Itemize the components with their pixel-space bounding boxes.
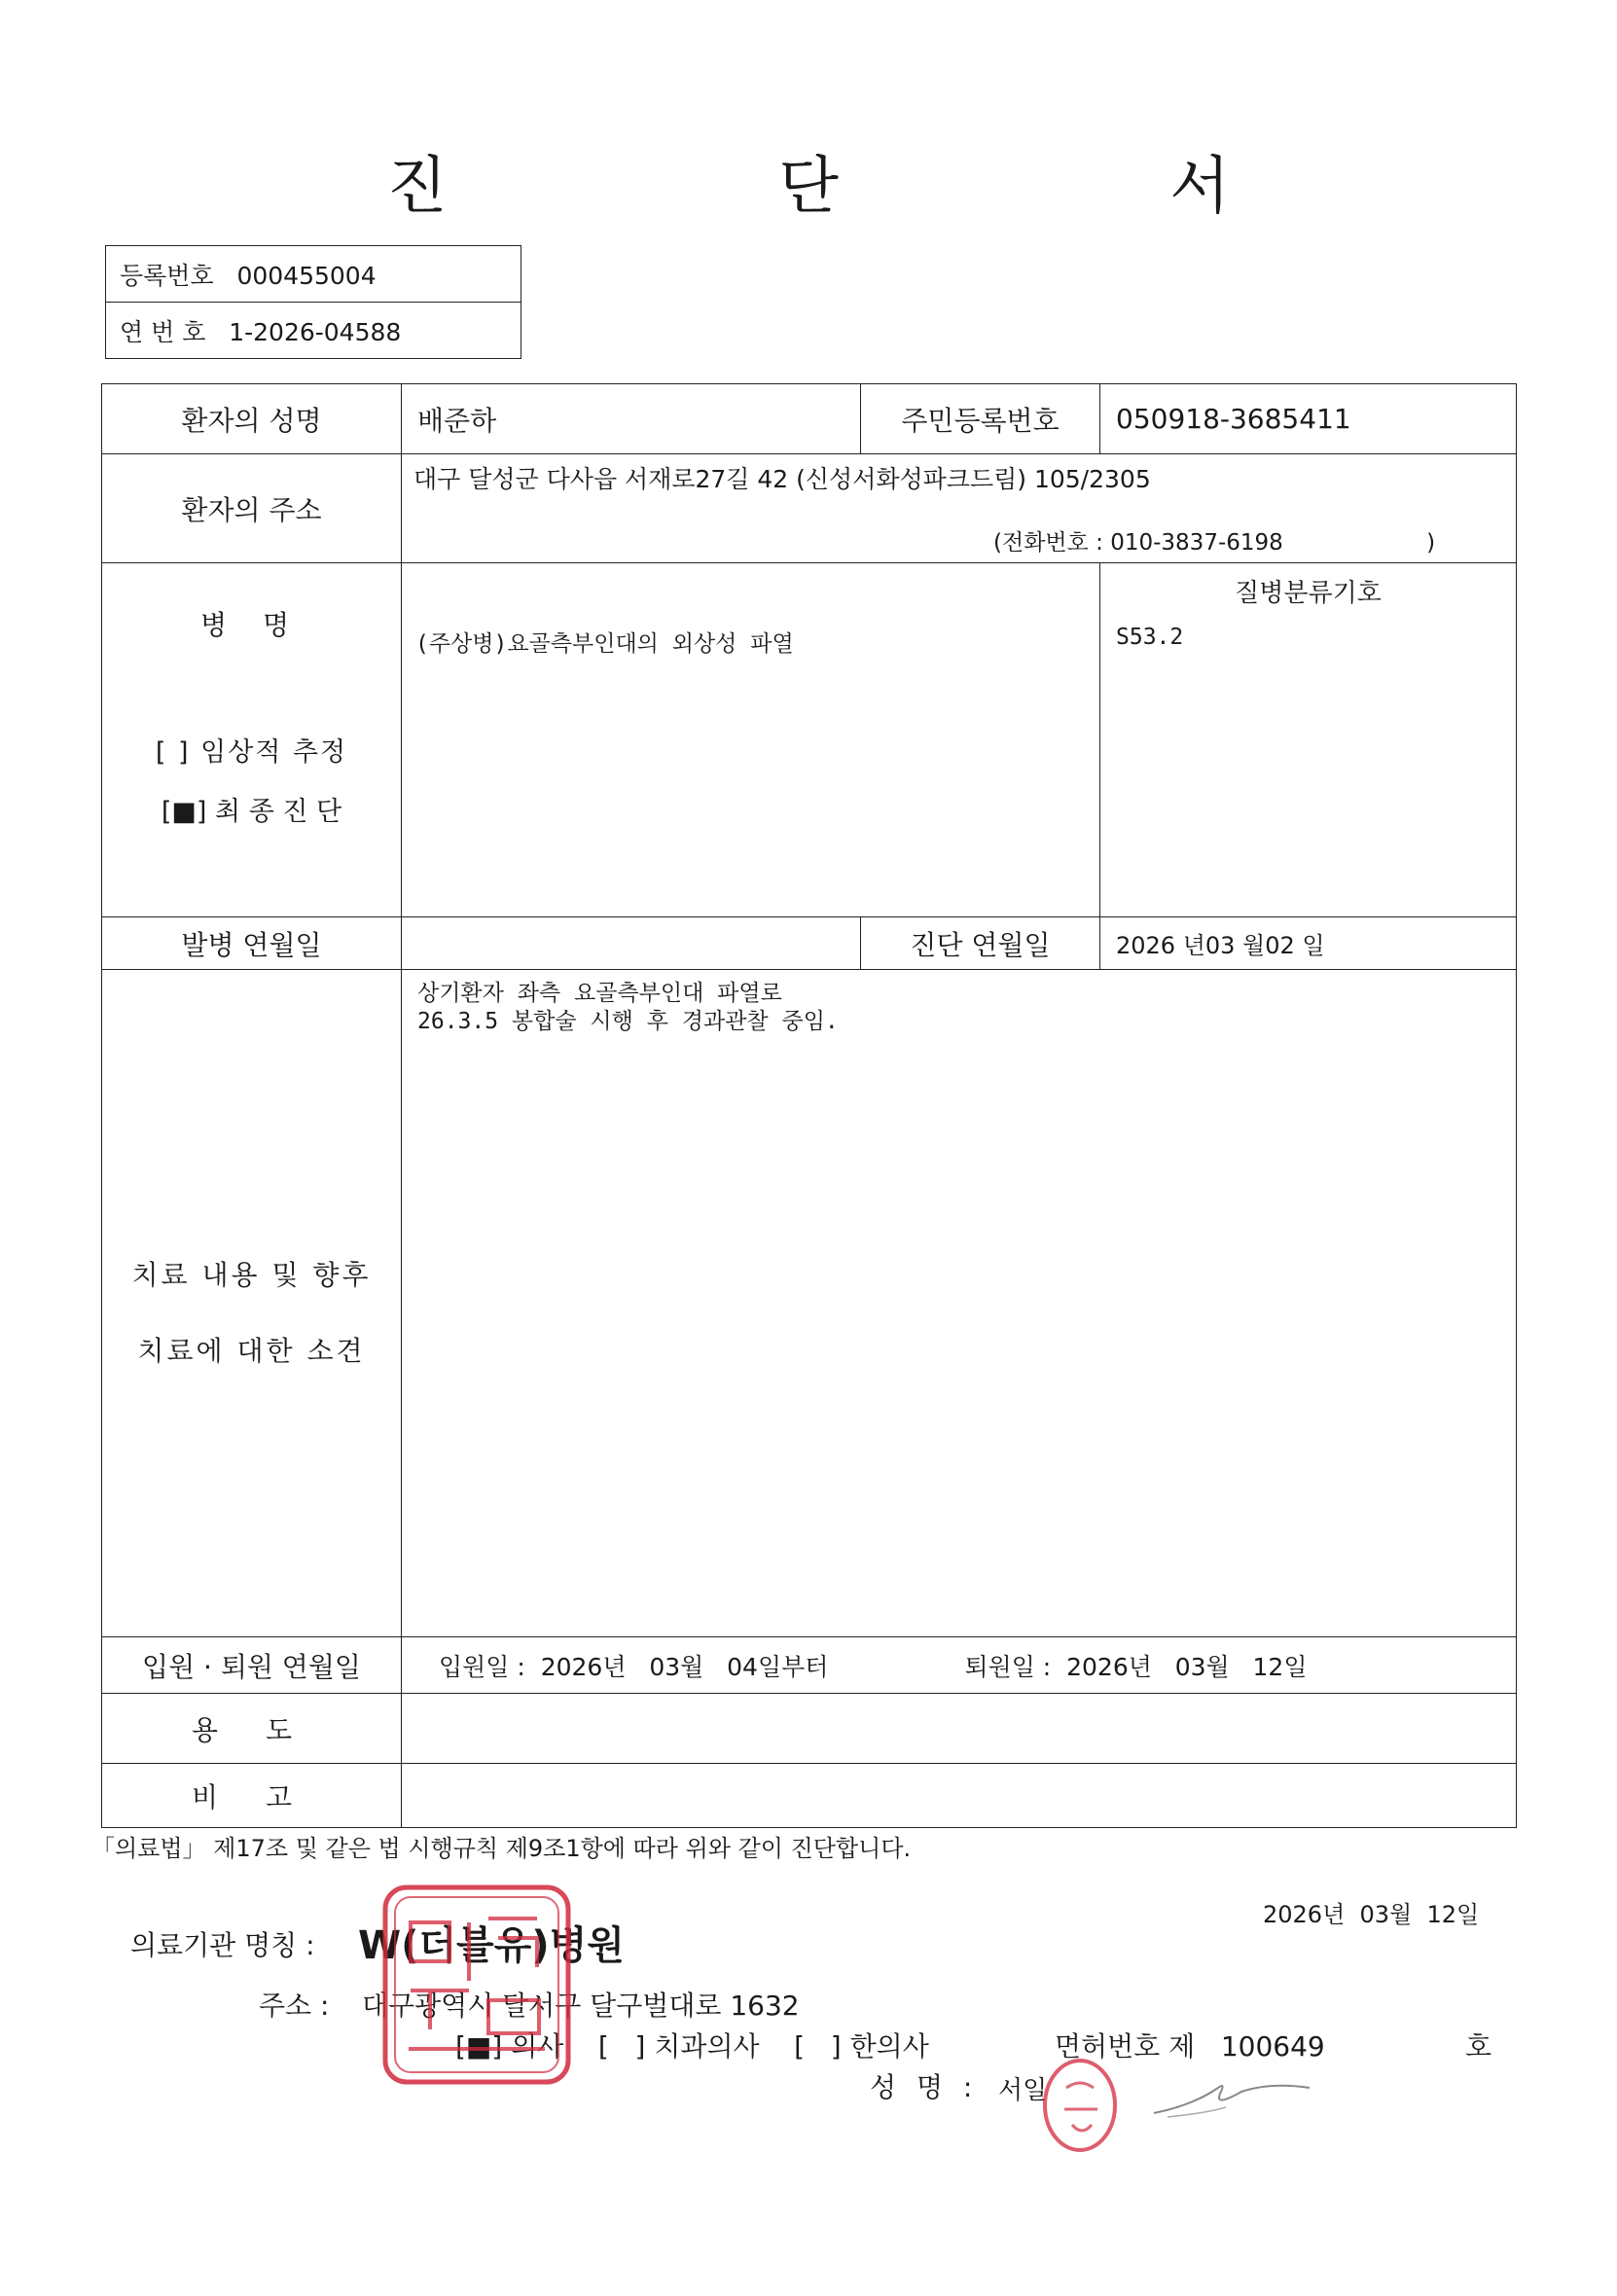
issue-date: 2026년 03월 12일 [1263, 1901, 1480, 1928]
disease-code-value: S53.2 [1116, 625, 1184, 650]
onset-date-value [402, 917, 861, 970]
clinical-estimate-option: [ ] 임상적 추정 [155, 737, 348, 768]
legal-statement: 「의료법」 제17조 및 같은 법 시행규칙 제9조1항에 따라 위와 같이 진단합니다. [91, 1835, 912, 1862]
discharge-date: 퇴원일 : 2026년 03월 12일 [964, 1652, 1308, 1681]
patient-phone [413, 524, 1504, 556]
signer-label: 성 명 : [870, 2071, 979, 2103]
patient-phone-text: (전화번호 : 010-3837-6198 [993, 530, 1283, 556]
purpose-value [402, 1694, 1517, 1764]
admission-cell [402, 1637, 1517, 1694]
reg-label: 등록번호 [120, 261, 214, 290]
treatment-line1: 상기환자 좌측 요골측부인대 파열로 [417, 981, 782, 1006]
disease-code-cell [1100, 563, 1517, 917]
diagnosis-date-value: 2026 년03 월02 일 [1100, 917, 1517, 970]
remarks-value [402, 1764, 1517, 1828]
treatment-label-line1: 치료 내용 및 향후 [131, 1259, 372, 1291]
treatment-line2: 26.3.5 봉합술 시행 후 경과관찰 중임. [417, 1009, 839, 1034]
institution-address-label: 주소 : [259, 1990, 330, 2022]
doctor-seal-stamp [1035, 2055, 1152, 2162]
serial-label: 연 번 호 [120, 317, 206, 346]
institution-address: 대구광역시 달서구 달구벌대로 1632 [362, 1990, 800, 2022]
admission-date: 입원일 : 2026년 03월 04일부터 [439, 1652, 829, 1681]
treatment-label-cell [102, 970, 402, 1637]
rrn-label: 주민등록번호 [861, 384, 1100, 454]
institution-seal-stamp [381, 1883, 576, 2088]
patient-name-value: 배준하 [402, 384, 861, 454]
institution-name-label: 의료기관 명칭 : [130, 1929, 315, 1961]
remarks-label: 비 고 [102, 1764, 402, 1828]
onset-date-label: 발병 연월일 [102, 917, 402, 970]
patient-address-cell [402, 454, 1517, 563]
signer-name: 서일 [998, 2076, 1048, 2105]
serial-number-row [106, 303, 521, 359]
final-diagnosis-option: [■] 최 종 진 단 [161, 797, 342, 827]
serial-value: 1-2026-04588 [229, 317, 402, 346]
patient-name-label: 환자의 성명 [102, 384, 402, 454]
document-title: 진 단 서 [386, 151, 1386, 223]
admission-label: 입원 · 퇴원 연월일 [102, 1637, 402, 1694]
patient-address-value: 대구 달성군 다사읍 서재로27길 42 (신성서화성파크드림) 105/2305 [413, 465, 1151, 493]
license-suffix: 호 [1465, 2030, 1492, 2063]
diagnosis-label-cell [102, 563, 402, 917]
license-number: 면허번호 제 100649 [1055, 2030, 1325, 2063]
disease-code-label: 질병분류기호 [1235, 579, 1382, 608]
registration-number-row [106, 246, 521, 303]
purpose-label: 용 도 [102, 1694, 402, 1764]
reg-value: 000455004 [236, 261, 377, 290]
patient-phone-close: ) [1426, 530, 1436, 556]
rrn-value: 050918-3685411 [1100, 384, 1517, 454]
treatment-label-line2: 치료에 대한 소견 [137, 1335, 366, 1367]
diagnosis-form-table [101, 383, 1517, 1828]
diagnosis-label: 병 명 [200, 609, 303, 641]
treatment-opinion [402, 970, 1517, 1637]
doctor-signature [1148, 2068, 1313, 2127]
diagnosis-date-label: 진단 연월일 [861, 917, 1100, 970]
institution-name: W(더블유)병원 [358, 1923, 625, 1968]
doctor-type-options: [■] 의사 [ ] 치과의사 [ ] 한의사 [455, 2030, 929, 2063]
patient-address-label: 환자의 주소 [102, 454, 402, 563]
registration-box [105, 245, 521, 359]
diagnosis-name: (주상병)요골측부인대의 외상성 파열 [402, 563, 1100, 917]
